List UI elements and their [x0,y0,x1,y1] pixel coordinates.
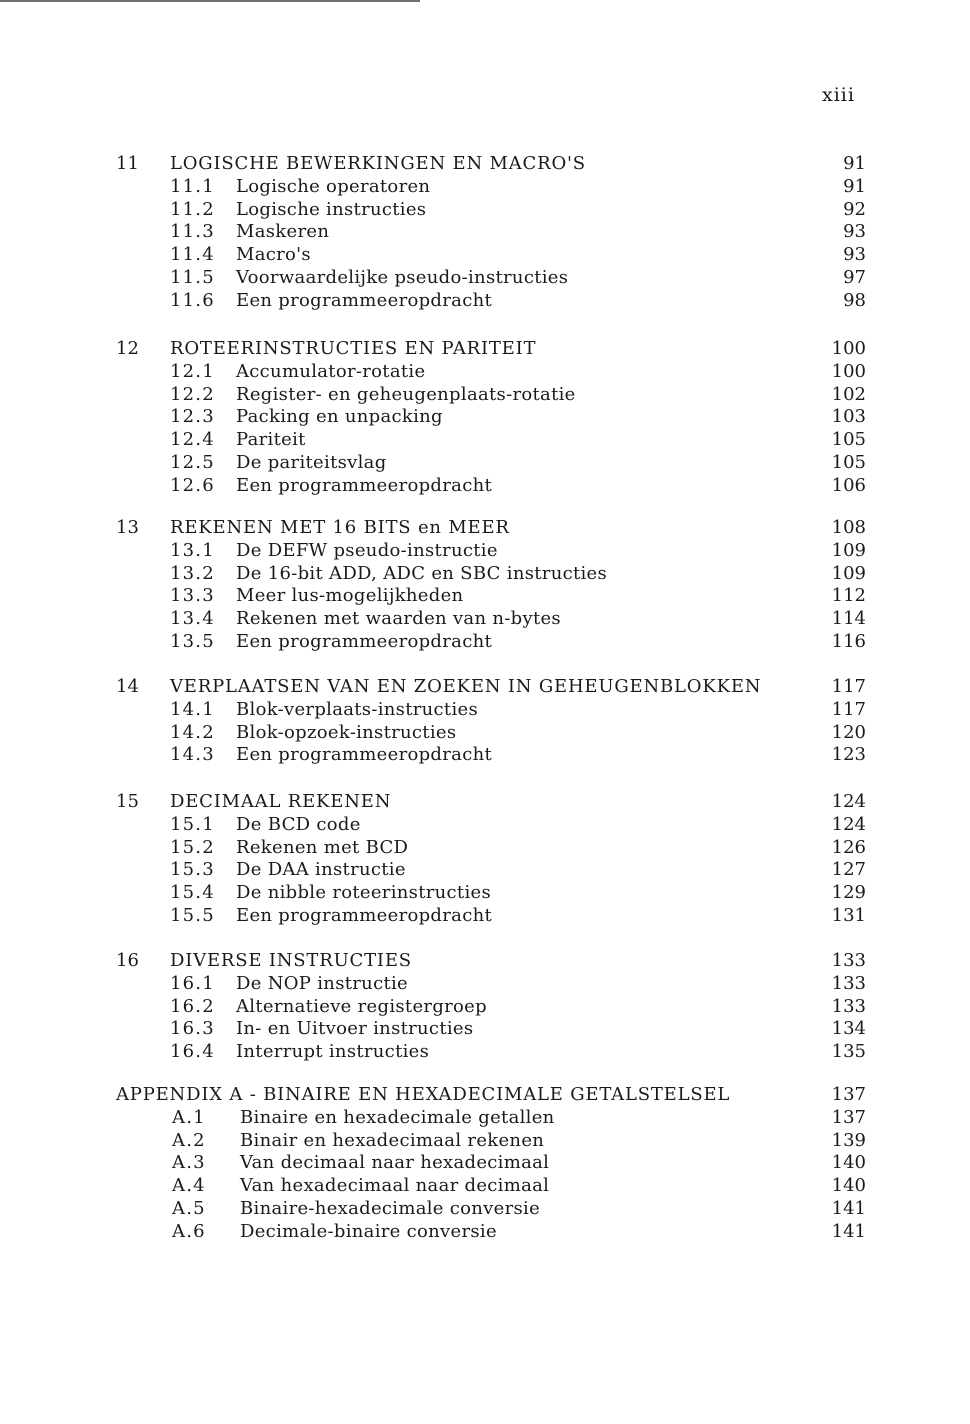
section-number: 12.1 [170,360,215,382]
chapter-number: 11 [116,153,139,174]
section-entry [0,220,970,243]
section-entry [0,836,970,859]
section-page: 123 [831,744,866,766]
section-number: 14.1 [170,698,215,720]
section-page: 140 [831,1175,866,1197]
section-title: Voorwaardelijke pseudo-instructies [236,267,569,288]
section-number: A.5 [172,1198,206,1219]
section-entry [0,405,970,428]
section-number: 16.1 [170,972,215,994]
section-entry [0,1174,970,1197]
section-number: 11.3 [170,221,215,243]
chapter-number: 15 [116,791,139,812]
chapter-page: 100 [831,338,866,359]
section-title: Een programmeeropdracht [236,631,492,652]
section-page: 103 [831,406,866,428]
section-page: 91 [843,175,866,197]
section-title: Macro's [236,244,311,266]
section-title: Een programmeeropdracht [236,744,492,766]
chapter-heading [0,949,970,972]
section-title: De pariteitsvlag [236,452,387,473]
section-number: 16.4 [170,1041,215,1063]
section-entry [0,813,970,836]
section-title: Blok-opzoek-instructies [236,721,457,743]
chapter-page: 133 [831,950,866,971]
section-title: Logische operatoren [236,175,431,197]
section-number: 14.2 [170,721,215,743]
section-title: Accumulator-rotatie [236,360,426,382]
section-page: 114 [831,608,866,630]
section-page: 141 [831,1220,866,1242]
section-number: 15.2 [170,836,215,858]
section-number: 13.2 [170,562,215,584]
section-entry [0,584,970,607]
section-page: 105 [831,429,866,451]
section-page: 102 [831,383,866,405]
section-title: De DEFW pseudo-instructie [236,539,498,561]
chapter-page: 91 [843,153,866,174]
section-title: Een programmeeropdracht [236,905,492,926]
section-entry [0,1040,970,1063]
section-title: Rekenen met BCD [236,836,409,858]
section-title: De BCD code [236,813,361,835]
chapter-title: DECIMAAL REKENEN [170,791,392,812]
section-number: 13.1 [170,539,215,561]
section-page: 116 [831,631,866,652]
section-title: Pariteit [236,429,306,451]
section-page: 97 [843,267,866,288]
section-entry [0,266,970,289]
section-entry [0,607,970,630]
section-entry [0,451,970,474]
section-page: 109 [831,539,866,561]
section-page: 133 [831,972,866,994]
chapter-number: 13 [116,517,139,538]
section-entry [0,698,970,721]
chapter-heading [0,152,970,175]
section-page: 109 [831,562,866,584]
section-page: 139 [831,1129,866,1151]
section-page: 126 [831,836,866,858]
section-entry [0,562,970,585]
section-title: Blok-verplaats-instructies [236,698,478,720]
section-page: 129 [831,882,866,904]
section-number: 12.6 [170,474,215,496]
section-entry [0,904,970,927]
section-page: 134 [831,1018,866,1040]
section-page: 106 [831,474,866,496]
section-title: De 16-bit ADD, ADC en SBC instructies [236,562,608,584]
section-entry [0,721,970,744]
section-entry [0,539,970,562]
section-title: Binaire en hexadecimale getallen [240,1106,555,1128]
section-entry [0,1129,970,1152]
section-title: De DAA instructie [236,859,406,881]
section-title: De nibble roteerinstructies [236,882,491,904]
chapter-page: 137 [831,1084,866,1105]
section-number: 11.6 [170,289,215,311]
chapter-page: 124 [831,791,866,812]
section-number: 15.1 [170,813,215,835]
chapter-number: 12 [116,338,139,359]
section-entry [0,630,970,653]
section-number: 12.2 [170,383,215,405]
section-number: 15.4 [170,882,215,904]
chapter-title: DIVERSE INSTRUCTIES [170,950,412,971]
section-page: 135 [831,1041,866,1063]
section-page: 137 [831,1106,866,1128]
section-entry [0,881,970,904]
section-number: 13.5 [170,631,215,652]
section-title: Alternatieve registergroep [236,995,487,1017]
section-title: Decimale-binaire conversie [240,1220,497,1242]
section-page: 98 [843,289,866,311]
section-number: 11.2 [170,198,215,220]
section-number: 16.3 [170,1018,215,1040]
section-entry [0,383,970,406]
section-entry [0,198,970,221]
section-entry [0,474,970,497]
section-page: 93 [843,244,866,266]
section-entry [0,743,970,766]
section-title: Packing en unpacking [236,406,443,428]
section-page: 112 [831,585,866,607]
section-page: 124 [831,813,866,835]
section-entry [0,1220,970,1243]
section-page: 120 [831,721,866,743]
section-title: Meer lus-mogelijkheden [236,585,464,607]
section-entry [0,1151,970,1174]
chapter-page: 117 [831,676,866,697]
section-number: A.4 [172,1175,206,1197]
section-entry [0,1017,970,1040]
section-entry [0,243,970,266]
section-title: Register- en geheugenplaats-rotatie [236,383,576,405]
section-number: 14.3 [170,744,215,766]
section-entry [0,360,970,383]
section-page: 133 [831,995,866,1017]
section-number: 15.3 [170,859,215,881]
section-title: Rekenen met waarden van n-bytes [236,608,561,630]
chapter-title: APPENDIX A - BINAIRE EN HEXADECIMALE GETALSTELSEL [116,1084,731,1105]
section-entry [0,289,970,312]
section-page: 93 [843,221,866,243]
section-title: De NOP instructie [236,972,408,994]
section-entry [0,972,970,995]
section-entry [0,1106,970,1129]
section-title: Interrupt instructies [236,1041,430,1063]
section-number: 15.5 [170,905,215,926]
section-title: Maskeren [236,221,330,243]
section-entry [0,995,970,1018]
section-number: 16.2 [170,995,215,1017]
section-number: A.6 [172,1220,206,1242]
section-title: In- en Uitvoer instructies [236,1018,474,1040]
section-number: 11.4 [170,244,215,266]
section-page: 131 [831,905,866,926]
chapter-title: REKENEN MET 16 BITS en MEER [170,517,510,538]
chapter-number: 14 [116,676,139,697]
section-number: 11.5 [170,267,215,288]
appendix-heading [0,1083,970,1106]
section-page: 92 [843,198,866,220]
section-number: A.2 [172,1129,206,1151]
chapter-title: VERPLAATSEN VAN EN ZOEKEN IN GEHEUGENBLOKKEN [170,676,762,697]
section-title: Binair en hexadecimaal rekenen [240,1129,545,1151]
section-page: 117 [831,698,866,720]
section-title: Logische instructies [236,198,427,220]
section-page: 127 [831,859,866,881]
section-title: Binaire-hexadecimale conversie [240,1198,541,1219]
chapter-number: 16 [116,950,139,971]
section-title: Van hexadecimaal naar decimaal [240,1175,550,1197]
chapter-heading [0,790,970,813]
page-number: xiii [822,84,855,106]
section-page: 100 [831,360,866,382]
chapter-title: ROTEERINSTRUCTIES EN PARITEIT [170,338,537,359]
section-number: 11.1 [170,175,215,197]
chapter-heading [0,516,970,539]
section-entry [0,175,970,198]
section-page: 140 [831,1152,866,1174]
section-page: 105 [831,452,866,473]
section-title: Een programmeeropdracht [236,474,492,496]
chapter-title: LOGISCHE BEWERKINGEN EN MACRO'S [170,153,586,174]
section-number: 13.3 [170,585,215,607]
section-number: 13.4 [170,608,215,630]
section-entry [0,1197,970,1220]
section-entry [0,858,970,881]
section-number: 12.4 [170,429,215,451]
section-number: A.3 [172,1152,206,1174]
section-number: 12.3 [170,406,215,428]
chapter-heading [0,675,970,698]
section-page: 141 [831,1198,866,1219]
section-title: Een programmeeropdracht [236,289,492,311]
section-number: A.1 [172,1106,206,1128]
section-title: Van decimaal naar hexadecimaal [240,1152,550,1174]
section-number: 12.5 [170,452,215,473]
section-entry [0,428,970,451]
chapter-page: 108 [831,517,866,538]
chapter-heading [0,337,970,360]
